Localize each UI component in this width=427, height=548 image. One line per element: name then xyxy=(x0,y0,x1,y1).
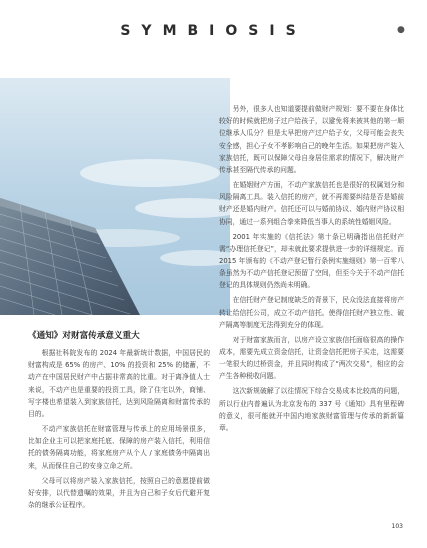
building-photo-graphic xyxy=(0,78,230,315)
right-paragraph: 2001 年实施的《信托法》第十条已明确指出信托财产需“办理信托登记”，却未就此要求提供进一步的详细规定。而 2015 年颁布的《不动产登记暂行条例实施细则》第一百零八条虽然为不动产信托登记预留了空间，但至今关于不动产信托登记的具体规则仍然尚未明确。 xyxy=(219,232,404,290)
building-sky-photo xyxy=(0,78,230,315)
right-paragraph: 这次新规破解了以往情况下综合交易成本比较高的问题，所以行业内普遍认为北京发布的 337 号《通知》具有里程碑的意义，很可能就开中国内地家族财富管理与传承的新新篇章。 xyxy=(219,387,404,433)
left-paragraph: 根据社科院发布的 2024 年最新统计数据，中国居民的财富构成是 65% 的房产、10% 的投资和 25% 的储蓄，不动产在中国居民财产中占据非常高的比重。对于离净值人士来说，不动产也是重要的投资工具，除了住宅以外，商铺、写字楼也希望装入到家族信托，达到风险隔离和财富传承的目的。 xyxy=(28,349,210,419)
article-heading: 《通知》对财富传承意义重大 xyxy=(28,331,140,341)
masthead-dot-icon: ● xyxy=(397,25,405,35)
left-column-text xyxy=(28,347,210,514)
left-paragraph: 父母可以将房产装入家族信托，按照自己的意愿提前做好安排，以代替遗嘱的效果，并且为自己和子女后代避开复杂的继承公证程序。 xyxy=(28,476,210,510)
right-paragraph: 在信托财产登记制度缺乏的背景下，民众没法直接将房产转让给信托公司，成立不动产信托。使得信托财产独立性、破产隔离等制度无法得到充分的体现。 xyxy=(219,296,404,329)
magazine-title: SYMBIOSIS xyxy=(120,23,307,39)
page-number: 103 xyxy=(391,523,403,530)
right-column-text xyxy=(219,103,404,437)
right-paragraph: 对于财富家族而言，以房产设立家族信托面临很高的操作成本，需要先成立资金信托，让资金信托把房子买走，这需要一笔很大的过桥资金，并且同时构成了“两次交易”，相应的会产生各种税收问题。 xyxy=(219,335,404,381)
right-paragraph: 另外，很多人也知道要提前做财产规划：要不要在身体比较好的时候就把房子过户给孩子，以避免将来被其他的第一顺位继承人瓜分？但是太早把房产过户给子女，父母可能会丧失安全感，担心子女不孝影响自己的晚年生活。如果把房产装入家族信托，既可以保障父母自身居住需求的情况下，解决财产传承甚至隔代传承的问题。 xyxy=(219,105,404,175)
right-paragraph: 在婚姻财产方面，不动产家族信托也是很好的权属划分和风险隔离工具。装入信托的房产，就不再需要纠结是否是婚前财产还是婚内财产。信托还可以与婚前协议、婚内财产协议相协同，通过一系列组合拳来降低当事人的系统性婚姻风险。 xyxy=(219,181,404,226)
masthead xyxy=(0,0,427,78)
left-paragraph: 不动产家族信托在财富管理与传承上的应用场景很多，比如企业主可以把家庭托底、保障的房产装入信托，利用信托的债务隔离功能，将家庭房产从个人 / 家庭债务中隔离出来，从而保住自己的安身立命之所。 xyxy=(28,425,210,470)
